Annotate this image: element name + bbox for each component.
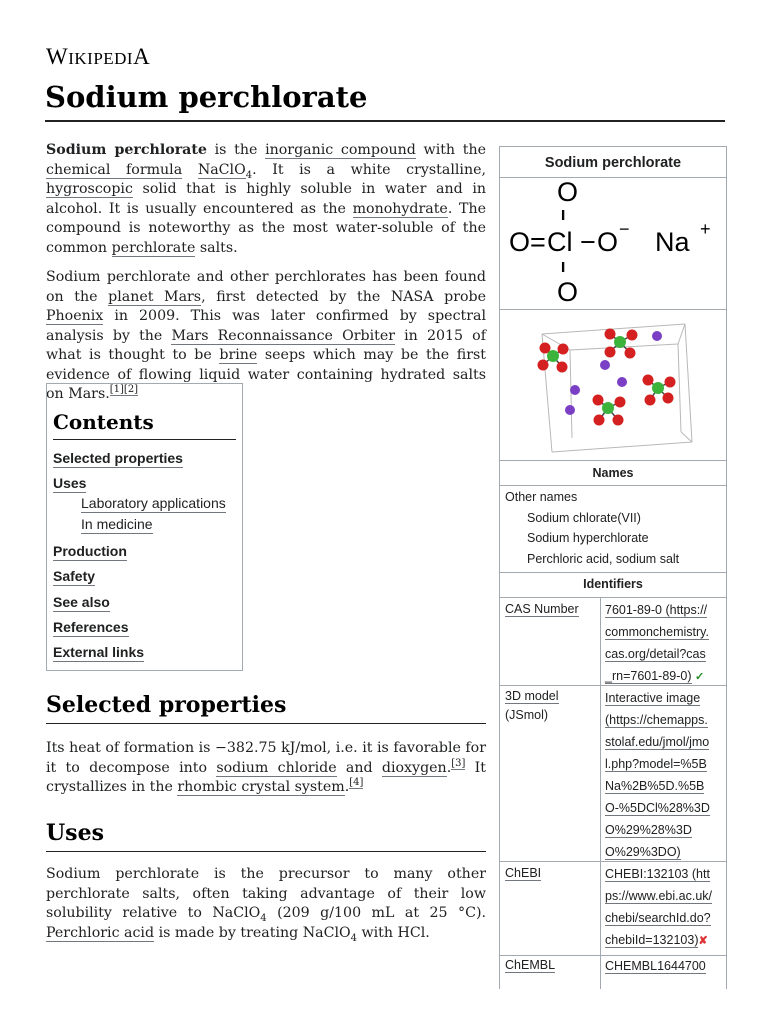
text-run: is the [206, 142, 266, 158]
model-value-line: O%29%28%3D [605, 823, 692, 837]
article-link[interactable]: Mars Reconnaissance Orbiter [171, 327, 395, 344]
chebi-value-line: chebiId=132103) [605, 933, 699, 947]
other-names-label: Other names [505, 490, 578, 504]
toc-item-production[interactable]: Production [53, 543, 127, 559]
3d-model-label[interactable] [505, 687, 559, 725]
subscript: 4 [350, 932, 357, 944]
text-run: with HCl. [356, 924, 430, 941]
text-run: . [446, 759, 452, 776]
cas-value-line: 7601-89-0 (https:// [605, 603, 708, 617]
article-link[interactable]: chemical formula [46, 161, 183, 178]
infobox-divider [500, 861, 726, 862]
chebi-value-line: CHEBI:132103 (htt [605, 867, 710, 881]
text-run [182, 162, 198, 178]
chebi-value[interactable] [605, 863, 721, 952]
text-run: It crystallizes in the [46, 759, 486, 795]
cross-icon: ✘ [698, 935, 708, 947]
infobox-title: Sodium perchlorate [544, 155, 682, 171]
wordmark-w: W [46, 44, 69, 69]
toc-item-laboratory-applications[interactable]: Laboratory applications [81, 495, 226, 511]
toc-item-uses[interactable]: Uses [53, 475, 87, 491]
article-link[interactable]: sodium chloride [216, 759, 337, 776]
wordmark-ikipedi: IKIPEDI [68, 49, 134, 68]
structural-formula [500, 177, 726, 309]
infobox-divider [500, 597, 726, 598]
cas-value-line: _rn=7601-89-0) [605, 669, 692, 683]
article-intro [46, 141, 486, 415]
article-link[interactable]: hygroscopic [46, 181, 133, 197]
other-name-1: Sodium chlorate(VII) [527, 511, 641, 525]
infobox [499, 146, 727, 989]
reference-link[interactable]: [4] [349, 777, 364, 789]
section-heading-selected-properties: Selected properties [46, 692, 486, 724]
intro-paragraph-1 [46, 141, 486, 258]
formula-o-bottom: O [557, 277, 579, 307]
subscript: 4 [260, 912, 267, 924]
model-value-line: O%29%3DO) [605, 845, 681, 859]
infobox-divider [500, 685, 726, 686]
cas-number-value[interactable] [605, 599, 721, 688]
other-name-2: Sodium hyperchlorate [527, 531, 649, 545]
formula-dash: − [580, 227, 596, 257]
text-run: is made by treating NaClO [154, 924, 351, 941]
toc-title: Contents [53, 410, 236, 440]
names-header: Names [592, 466, 634, 480]
infobox-divider [500, 572, 726, 573]
formula-cl: Cl [547, 227, 573, 257]
cas-value-line: cas.org/detail?cas [605, 647, 706, 661]
section-heading-uses: Uses [46, 820, 486, 852]
model-value-line: stolaf.edu/jmol/jmo [605, 735, 710, 749]
toc-item-selected-properties[interactable]: Selected properties [53, 450, 183, 466]
chembl-label-text: ChEMBL [505, 958, 556, 972]
formula-eq: = [530, 227, 546, 257]
toc-item-see-also[interactable]: See also [53, 594, 110, 610]
cas-number-label[interactable] [505, 599, 579, 620]
text-run: . [344, 779, 350, 795]
infobox-column-divider [600, 597, 601, 685]
selected-properties-paragraph [46, 739, 486, 798]
formula-o-left: O [509, 227, 531, 257]
formula-o-right: O [597, 227, 619, 257]
reference-link[interactable]: [3] [451, 757, 466, 769]
reference-link[interactable]: [2] [123, 384, 139, 396]
infobox-column-divider [600, 861, 601, 955]
3d-model-label-text: 3D model [505, 689, 559, 703]
toc-item-safety[interactable]: Safety [53, 568, 96, 584]
toc-item-external-links[interactable]: External links [53, 644, 145, 660]
article-link[interactable]: planet Mars [108, 288, 202, 305]
text-run: salts. [195, 239, 238, 256]
formula-bond-top: ll [561, 207, 564, 223]
other-name-3: Perchloric acid, sodium salt [527, 552, 680, 566]
formula-na: Na [655, 227, 690, 257]
wikipedia-wordmark[interactable] [46, 44, 150, 70]
article-link[interactable]: brine [219, 347, 258, 363]
text-run: , first detected by the NASA probe [201, 288, 486, 305]
uses-paragraph [46, 865, 486, 943]
chebi-label[interactable] [505, 863, 541, 884]
model-value-line: (https://chemapps. [605, 713, 708, 727]
text-run: . It is a white crystalline, [252, 161, 486, 178]
section-selected-properties [46, 739, 486, 808]
article-link[interactable]: monohydrate [352, 200, 448, 217]
infobox-divider [500, 485, 726, 486]
chembl-label[interactable] [505, 955, 555, 976]
infobox-column-divider [600, 685, 601, 861]
article-link[interactable]: inorganic compound [265, 142, 416, 158]
bold-term: Sodium perchlorate [46, 142, 207, 158]
3d-model-value[interactable] [605, 687, 721, 863]
text-run: . The compound is noteworthy as the most water-soluble of the common [46, 200, 486, 256]
text-run: (209 g/100 mL at 25 °C). [266, 905, 486, 921]
reference-link[interactable]: [1] [109, 384, 124, 396]
jsmol-label-text: (JSmol) [505, 708, 549, 722]
crystal-structure-image [500, 310, 726, 460]
text-run: and [336, 759, 382, 776]
model-value-line: Na%2B%5D.%5B [605, 779, 705, 793]
toc-item-references[interactable]: References [53, 619, 129, 635]
text-run: in 2009. This was later confirmed by spectral analysis by the [46, 308, 486, 344]
text-run: solid that is highly soluble in water and in alcohol. It is usually encountered as the [46, 181, 486, 217]
wordmark-a: A [133, 44, 151, 69]
subscript: 4 [245, 169, 253, 181]
chebi-value-line: chebi/searchId.do? [605, 911, 711, 925]
chembl-value[interactable] [605, 955, 721, 977]
text-run: seeps which may be the first evidence of flowing liquid water containing hydrated salts on Mars. [46, 347, 487, 402]
formula-o-top: O [557, 177, 579, 207]
formula-na-plus: + [700, 219, 711, 239]
infobox-divider [500, 460, 726, 461]
text-run: Sodium perchlorate and other perchlorates has been found on the [46, 269, 486, 305]
infobox-column-divider [600, 955, 601, 989]
page-title: Sodium perchlorate [45, 80, 725, 122]
section-uses [46, 865, 486, 953]
formula-bond-bottom: ll [561, 259, 564, 275]
article-link[interactable]: NaClO [197, 161, 246, 178]
model-value-line: l.php?model=%5B [605, 757, 707, 771]
text-run: Sodium perchlorate is the precursor to many other perchlorate salts, often taking advantage of their low solubility relative to NaClO [46, 866, 486, 921]
text-run: in 2015 of what is thought to be [46, 327, 486, 363]
cas-value-line: commonchemistry. [605, 625, 709, 639]
article-link[interactable]: perchlorate [111, 239, 196, 256]
cas-number-label-text: CAS Number [505, 602, 579, 616]
text-run: Its heat of formation is −382.75 kJ/mol, i.e. it is favorable for it to decompose into [46, 740, 486, 776]
model-value-line: O-%5DCl%28%3D [605, 801, 710, 815]
text-run: with the [415, 142, 486, 158]
model-value-line: Interactive image [605, 691, 701, 705]
chembl-value-text: CHEMBL1644700 [605, 959, 706, 973]
chebi-value-line: ps://www.ebi.ac.uk/ [605, 889, 712, 903]
check-icon: ✓ [695, 671, 705, 683]
toc-item-in-medicine[interactable]: In medicine [81, 516, 153, 532]
chebi-label-text: ChEBI [505, 866, 542, 880]
table-of-contents [46, 383, 243, 671]
formula-o-minus: − [619, 219, 630, 239]
article-link[interactable]: dioxygen [381, 759, 447, 776]
article-link[interactable]: rhombic crystal system [177, 779, 345, 795]
article-link[interactable]: Phoenix [46, 308, 104, 324]
identifiers-header: Identifiers [583, 577, 643, 591]
article-link[interactable]: Perchloric acid [46, 924, 155, 941]
